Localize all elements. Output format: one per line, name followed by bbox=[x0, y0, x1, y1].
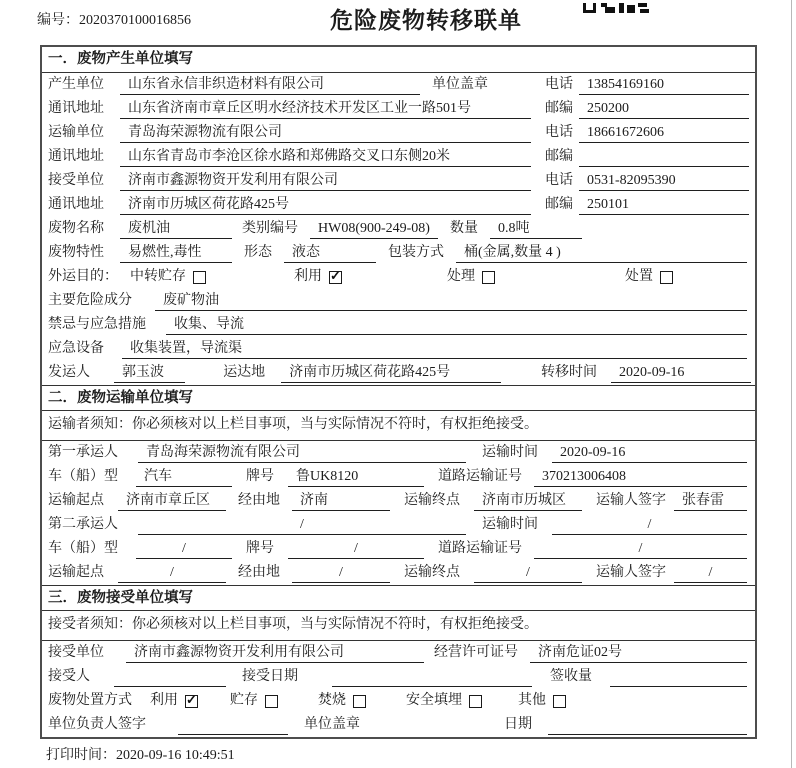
waste-name-value: 废机油 bbox=[120, 219, 232, 239]
transport-address-value: 山东省青岛市李沧区徐水路和郑佛路交叉口东侧20米 bbox=[120, 147, 531, 167]
generator-unit-value: 山东省永信非织造材料有限公司 bbox=[120, 75, 420, 95]
print-time bbox=[46, 744, 796, 764]
carrier2-label: 第二承运人 bbox=[48, 517, 118, 532]
row-transport-address bbox=[42, 145, 755, 169]
via-label: 经由地 bbox=[238, 565, 280, 580]
option-label: 焚烧 bbox=[318, 693, 346, 708]
carrier2-time-value: / bbox=[552, 515, 747, 535]
zip-label: 邮编 bbox=[545, 149, 573, 164]
address-label: 通讯地址 bbox=[48, 149, 104, 164]
received-qty-label: 签收量 bbox=[550, 669, 592, 684]
plate1-value: 鲁UK8120 bbox=[288, 467, 424, 487]
carrier1-time-value: 2020-09-16 bbox=[552, 443, 747, 463]
checkbox-icon bbox=[482, 271, 495, 284]
row-generator-address bbox=[42, 97, 755, 121]
via1-value: 济南 bbox=[292, 491, 390, 511]
quantity-label: 数量 bbox=[450, 221, 478, 236]
transport-time-label: 运输时间 bbox=[482, 517, 538, 532]
shipper-value: 郭玉波 bbox=[114, 363, 185, 383]
purpose-option-treat bbox=[447, 267, 495, 287]
generator-unit-label: 产生单位 bbox=[48, 77, 104, 92]
zip-label: 邮编 bbox=[545, 101, 573, 116]
category-label: 类别编号 bbox=[242, 221, 298, 236]
traits-value: 易燃性,毒性 bbox=[120, 243, 232, 263]
vehicle-label: 车（船）型 bbox=[48, 469, 118, 484]
disposal-option-storage bbox=[230, 691, 278, 711]
manifest-form bbox=[40, 45, 757, 739]
checkbox-icon bbox=[329, 271, 342, 284]
option-label: 处置 bbox=[625, 269, 653, 284]
origin2-value: / bbox=[118, 563, 226, 583]
row-generator-unit bbox=[42, 73, 755, 97]
quantity-value: 0.8吨 bbox=[490, 219, 582, 239]
shipper-label: 发运人 bbox=[48, 365, 90, 380]
permit-label: 道路运输证号 bbox=[438, 541, 522, 556]
row-receive-address bbox=[42, 193, 755, 217]
dest-label: 运输终点 bbox=[404, 493, 460, 508]
row-vehicle2 bbox=[42, 537, 755, 561]
page-right-edge bbox=[791, 0, 792, 768]
disposal-label: 废物处置方式 bbox=[48, 693, 132, 708]
receive-unit-label: 接受单位 bbox=[48, 645, 104, 660]
phone-label: 电话 bbox=[545, 173, 573, 188]
receive-unit-label: 接受单位 bbox=[48, 173, 104, 188]
chief-sign-label: 单位负责人签字 bbox=[48, 717, 146, 732]
section2-notice: 运输者须知：你必须核对以上栏目事项，当与实际情况不符时，有权拒绝接受。 bbox=[42, 411, 755, 441]
date-value bbox=[548, 715, 747, 735]
disposal-option-landfill bbox=[406, 691, 482, 711]
row-waste-name bbox=[42, 217, 755, 241]
option-label: 处理 bbox=[447, 269, 475, 284]
origin1-value: 济南市章丘区 bbox=[118, 491, 226, 511]
disposal-option-utilize bbox=[150, 691, 198, 711]
permit-label: 道路运输证号 bbox=[438, 469, 522, 484]
purpose-option-utilize bbox=[294, 267, 342, 287]
received-qty-value bbox=[610, 667, 747, 687]
generator-address-value: 山东省济南市章丘区明水经济技术开发区工业一路501号 bbox=[120, 99, 531, 119]
transfer-time-label: 转移时间 bbox=[541, 365, 598, 380]
plate-label: 牌号 bbox=[246, 541, 274, 556]
permit2-value: / bbox=[534, 539, 747, 559]
origin-label: 运输起点 bbox=[48, 565, 104, 580]
checkbox-icon bbox=[185, 695, 198, 708]
row-chief-sign bbox=[42, 713, 755, 737]
dest-label: 运输终点 bbox=[404, 565, 460, 580]
row-hazard bbox=[42, 289, 755, 313]
receive-unit-value: 济南市鑫源物资开发利用有限公司 bbox=[126, 643, 424, 663]
equipment-value: 收集装置，导流渠 bbox=[122, 339, 747, 359]
checkbox-icon bbox=[353, 695, 366, 708]
disposal-option-incinerate bbox=[318, 691, 366, 711]
unit-seal-label: 单位盖章 bbox=[432, 77, 488, 92]
row-equipment bbox=[42, 337, 755, 361]
hazard-value: 废矿物油 bbox=[155, 291, 747, 311]
receive-address-value: 济南市历城区荷花路425号 bbox=[120, 195, 531, 215]
transport-unit-label: 运输单位 bbox=[48, 125, 104, 140]
origin-label: 运输起点 bbox=[48, 493, 104, 508]
zip-label: 邮编 bbox=[545, 197, 573, 212]
row-receiver bbox=[42, 665, 755, 689]
vehicle2-value: / bbox=[136, 539, 232, 559]
taboo-label: 禁忌与应急措施 bbox=[48, 317, 146, 332]
row-route1 bbox=[42, 489, 755, 513]
row-transport-unit bbox=[42, 121, 755, 145]
plate2-value: / bbox=[288, 539, 424, 559]
checkbox-icon bbox=[553, 695, 566, 708]
purpose-label: 外运目的： bbox=[48, 269, 118, 284]
physical-form-value: 液态 bbox=[284, 243, 376, 263]
checkbox-icon bbox=[469, 695, 482, 708]
plate-label: 牌号 bbox=[246, 469, 274, 484]
section3-notice: 接受者须知：你必须核对以上栏目事项，当与实际情况不符时，有权拒绝接受。 bbox=[42, 611, 755, 641]
destination-label: 运达地 bbox=[223, 365, 266, 380]
option-label: 利用 bbox=[150, 693, 178, 708]
unit-seal-label: 单位盖章 bbox=[304, 717, 360, 732]
purpose-option-dispose bbox=[625, 267, 673, 287]
option-label: 其他 bbox=[518, 693, 546, 708]
option-label: 利用 bbox=[294, 269, 322, 284]
category-code-value: HW08(900-249-08) bbox=[310, 219, 438, 239]
packing-value: 桶(金属,数量 4 ) bbox=[456, 243, 747, 263]
via2-value: / bbox=[292, 563, 390, 583]
checkbox-icon bbox=[265, 695, 278, 708]
serial-value: 2020370100016856 bbox=[79, 13, 191, 28]
carrier1-value: 青岛海荣源物流有限公司 bbox=[138, 443, 466, 463]
license-value: 济南危证02号 bbox=[530, 643, 747, 663]
transport-phone-value: 18661672606 bbox=[579, 123, 749, 143]
receive-date-label: 接受日期 bbox=[242, 669, 298, 684]
destination-value: 济南市历城区荷花路425号 bbox=[281, 363, 501, 383]
section3-title: 三．废物接受单位填写 bbox=[42, 585, 755, 611]
receiver-label: 接受人 bbox=[48, 669, 90, 684]
transport-time-label: 运输时间 bbox=[482, 445, 538, 460]
transfer-time-value: 2020-09-16 bbox=[611, 363, 751, 383]
phone-label: 电话 bbox=[545, 77, 573, 92]
row-shipper bbox=[42, 361, 755, 385]
row-taboo bbox=[42, 313, 755, 337]
row-purpose bbox=[42, 265, 755, 289]
purpose-option-transfer-storage bbox=[130, 267, 206, 287]
generator-phone-value: 13854169160 bbox=[579, 75, 749, 95]
taboo-value: 收集、导流 bbox=[166, 315, 747, 335]
chief-sign-value bbox=[178, 715, 288, 735]
waste-name-label: 废物名称 bbox=[48, 221, 104, 236]
address-label: 通讯地址 bbox=[48, 197, 104, 212]
row-route2 bbox=[42, 561, 755, 585]
receiver-value bbox=[114, 667, 226, 687]
traits-label: 废物特性 bbox=[48, 245, 104, 260]
row-carrier1 bbox=[42, 441, 755, 465]
vehicle1-value: 汽车 bbox=[136, 467, 232, 487]
sign2-value: / bbox=[674, 563, 747, 583]
row-vehicle1 bbox=[42, 465, 755, 489]
disposal-option-other bbox=[518, 691, 566, 711]
receive-date-value bbox=[332, 667, 532, 687]
permit1-value: 370213006408 bbox=[534, 467, 747, 487]
row-carrier2 bbox=[42, 513, 755, 537]
section1-title: 一．废物产生单位填写 bbox=[42, 47, 755, 73]
checkbox-icon bbox=[660, 271, 673, 284]
option-label: 中转贮存 bbox=[130, 269, 186, 284]
vehicle-label: 车（船）型 bbox=[48, 541, 118, 556]
receive-phone-value: 0531-82095390 bbox=[579, 171, 749, 191]
packing-label: 包装方式 bbox=[388, 245, 444, 260]
sign-label: 运输人签字 bbox=[596, 565, 666, 580]
receive-unit-value: 济南市鑫源物资开发利用有限公司 bbox=[120, 171, 531, 191]
option-label: 贮存 bbox=[230, 693, 258, 708]
row-receive-unit bbox=[42, 169, 755, 193]
transport-zip-value bbox=[579, 147, 749, 167]
print-time-value: 2020-09-16 10:49:51 bbox=[116, 748, 235, 763]
via-label: 经由地 bbox=[238, 493, 280, 508]
transport-unit-value: 青岛海荣源物流有限公司 bbox=[120, 123, 531, 143]
carrier1-label: 第一承运人 bbox=[48, 445, 118, 460]
row-disposal bbox=[42, 689, 755, 713]
dest2-value: / bbox=[474, 563, 582, 583]
print-time-label: 打印时间： bbox=[46, 748, 116, 763]
sign-label: 运输人签字 bbox=[596, 493, 666, 508]
row-waste-traits bbox=[42, 241, 755, 265]
date-label: 日期 bbox=[504, 717, 532, 732]
document-serial bbox=[37, 9, 191, 29]
receive-zip-value: 250101 bbox=[579, 195, 749, 215]
carrier2-value: / bbox=[138, 515, 466, 535]
checkbox-icon bbox=[193, 271, 206, 284]
document-title: 危险废物转移联单 bbox=[330, 8, 522, 33]
address-label: 通讯地址 bbox=[48, 101, 104, 116]
option-label: 安全填埋 bbox=[406, 693, 462, 708]
equipment-label: 应急设备 bbox=[48, 341, 104, 356]
qr-code-partial-icon bbox=[583, 0, 651, 18]
sign1-value: 张春雷 bbox=[674, 491, 747, 511]
section2-title: 二．废物运输单位填写 bbox=[42, 385, 755, 411]
license-label: 经营许可证号 bbox=[434, 645, 518, 660]
row-receive-unit-3 bbox=[42, 641, 755, 665]
form-label: 形态 bbox=[244, 245, 272, 260]
dest1-value: 济南市历城区 bbox=[474, 491, 582, 511]
phone-label: 电话 bbox=[545, 125, 573, 140]
serial-label: 编号： bbox=[37, 13, 79, 28]
hazard-label: 主要危险成分 bbox=[48, 293, 132, 308]
generator-zip-value: 250200 bbox=[579, 99, 749, 119]
